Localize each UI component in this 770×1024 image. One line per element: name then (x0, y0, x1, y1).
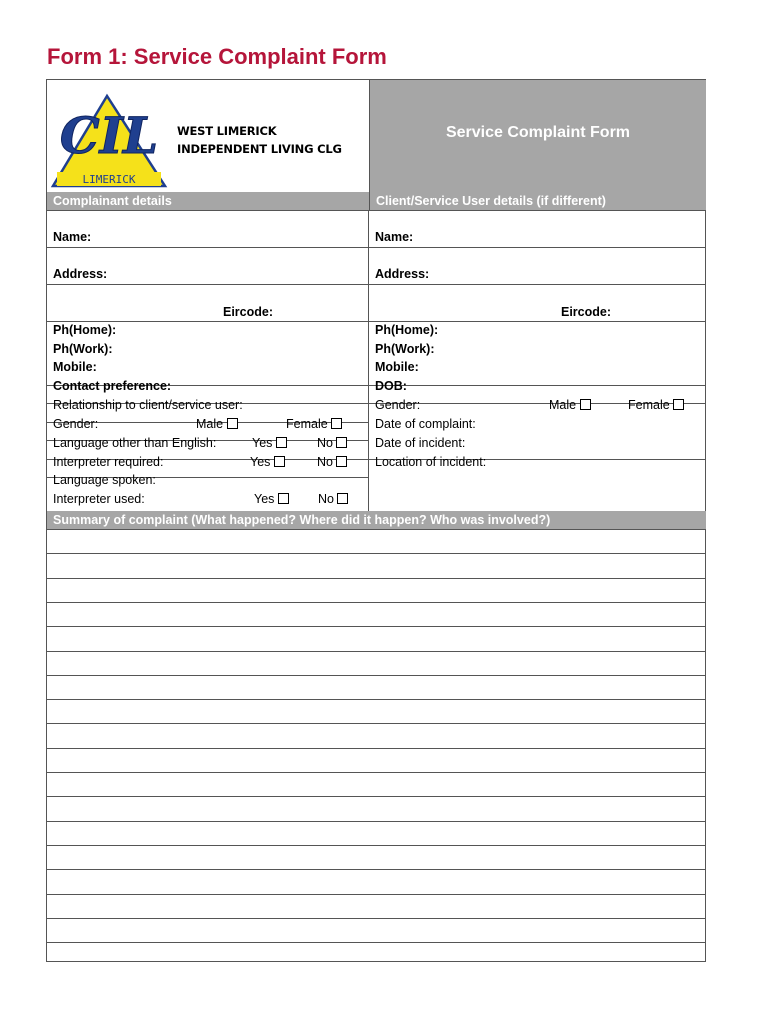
complainant-male-checkbox[interactable] (227, 418, 238, 429)
summary-rule-line (47, 651, 706, 652)
summary-rule-line (47, 675, 706, 676)
summary-rule-line (47, 821, 706, 822)
contact-preference-label: Contact preference: (53, 379, 172, 393)
date-of-complaint-label: Date of complaint: (375, 417, 476, 431)
client-ph-work-label: Ph(Work): (375, 342, 435, 356)
divider (47, 210, 706, 211)
language-other-label: Language other than English: (53, 436, 217, 450)
interpreter-required-no-option (317, 455, 347, 469)
complainant-address-label: Address: (53, 267, 108, 281)
client-female-option (628, 398, 684, 412)
divider (47, 284, 706, 285)
divider (47, 247, 706, 248)
client-male-checkbox[interactable] (580, 399, 591, 410)
yes-label: Yes (250, 455, 271, 469)
complainant-gender-label: Gender: (53, 417, 99, 431)
summary-rule-line (47, 845, 706, 846)
complainant-name-label: Name: (53, 230, 92, 244)
interpreter-required-label: Interpreter required: (53, 455, 164, 469)
interpreter-used-yes-option (254, 492, 289, 506)
date-of-incident-label: Date of incident: (375, 436, 466, 450)
org-line-2: INDEPENDENT LIVING CLG (177, 142, 342, 156)
yes-label: Yes (254, 492, 275, 506)
summary-rule-line (47, 918, 706, 919)
location-of-incident-label: Location of incident: (375, 455, 487, 469)
client-gender-label: Gender: (375, 398, 421, 412)
summary-section-header: Summary of complaint (What happened? Where did it happen? Who was involved?) (47, 511, 706, 529)
female-label: Female (628, 398, 670, 412)
summary-rule-line (47, 578, 706, 579)
client-ph-home-label: Ph(Home): (375, 323, 439, 337)
interpreter-used-no-option (318, 492, 348, 506)
male-label: Male (196, 417, 224, 431)
complaint-form (46, 79, 706, 962)
no-label: No (318, 492, 334, 506)
client-mobile-label: Mobile: (375, 360, 419, 374)
complainant-ph-work-label: Ph(Work): (53, 342, 113, 356)
client-dob-label: DOB: (375, 379, 407, 393)
summary-rule-line (47, 699, 706, 700)
yes-label: Yes (252, 436, 273, 450)
logo-cell (47, 80, 369, 192)
logo-text: CIL (59, 106, 159, 165)
interpreter-required-yes-checkbox[interactable] (274, 456, 285, 467)
page-title: Form 1: Service Complaint Form (47, 44, 387, 69)
summary-rule-line (47, 529, 706, 530)
org-line-1: WEST LIMERICK (177, 124, 277, 138)
interpreter-required-no-checkbox[interactable] (336, 456, 347, 467)
client-eircode-label: Eircode: (561, 305, 612, 319)
interpreter-used-label: Interpreter used: (53, 492, 145, 506)
complainant-female-checkbox[interactable] (331, 418, 342, 429)
interpreter-required-yes-option (250, 455, 285, 469)
complainant-ph-home-label: Ph(Home): (53, 323, 117, 337)
divider (47, 321, 706, 322)
language-yes-checkbox[interactable] (276, 437, 287, 448)
summary-rule-line (47, 602, 706, 603)
organisation-name (177, 122, 342, 158)
client-name-label: Name: (375, 230, 414, 244)
form-title-cell (369, 80, 706, 192)
summary-rule-line (47, 796, 706, 797)
male-label: Male (549, 398, 577, 412)
summary-rule-line (47, 723, 706, 724)
no-label: No (317, 436, 333, 450)
complainant-male-option (196, 417, 238, 431)
client-address-label: Address: (375, 267, 430, 281)
complainant-eircode-label: Eircode: (223, 305, 274, 319)
summary-rule-line (47, 869, 706, 870)
relationship-label: Relationship to client/service user: (53, 398, 243, 412)
language-yes-option (252, 436, 287, 450)
client-male-option (549, 398, 591, 412)
no-label: No (317, 455, 333, 469)
complainant-section-header: Complainant details (47, 192, 369, 210)
client-section-header: Client/Service User details (if different) (369, 192, 706, 210)
summary-rule-line (47, 772, 706, 773)
logo-label: LIMERICK (82, 173, 136, 186)
cil-logo (49, 84, 169, 192)
female-label: Female (286, 417, 328, 431)
summary-rule-line (47, 553, 706, 554)
interpreter-used-yes-checkbox[interactable] (278, 493, 289, 504)
language-no-checkbox[interactable] (336, 437, 347, 448)
complainant-mobile-label: Mobile: (53, 360, 97, 374)
summary-rule-line (47, 626, 706, 627)
language-spoken-label: Language spoken: (53, 473, 156, 487)
summary-rule-line (47, 748, 706, 749)
language-no-option (317, 436, 347, 450)
summary-rule-line (47, 894, 706, 895)
client-female-checkbox[interactable] (673, 399, 684, 410)
complainant-female-option (286, 417, 342, 431)
form-title: Service Complaint Form (445, 124, 631, 141)
interpreter-used-no-checkbox[interactable] (337, 493, 348, 504)
summary-rule-line (47, 942, 706, 943)
